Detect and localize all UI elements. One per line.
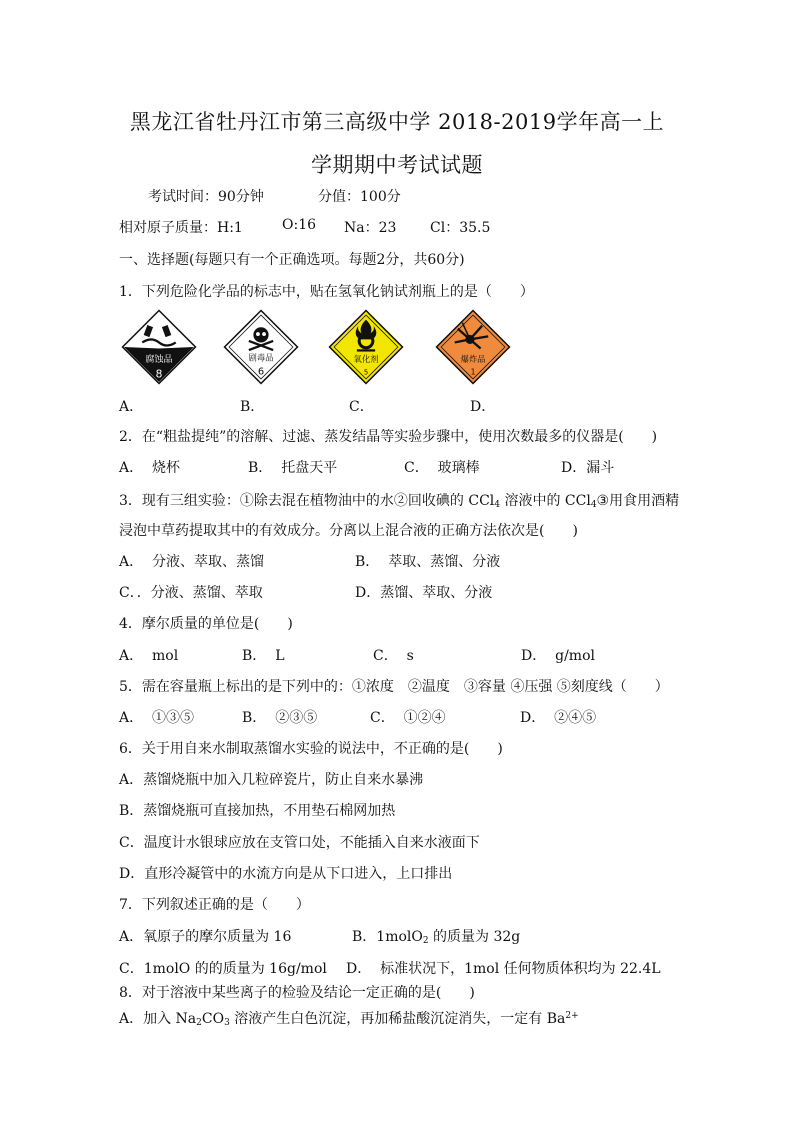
question-7-option-b: B．1molO$_2$ 的质量为 32g — [352, 929, 521, 946]
question-2-option-c: C． 玻璃棒 — [404, 460, 480, 476]
section-title: 一、选择题(每题只有一个正确选项。每题2分，共60分) — [119, 252, 465, 268]
question-2-option-a: A． 烧杯 — [119, 460, 181, 476]
question-5-option-d: D． ②④⑤ — [520, 710, 597, 726]
question-3-option-d: D．蒸馏、萃取、分液 — [355, 585, 493, 601]
question-4-stem: 4．摩尔质量的单位是( ) — [119, 616, 293, 632]
question-4-option-a: A． mol — [119, 648, 179, 664]
question-2-stem: 2．在“粗盐提纯”的溶解、过滤、蒸发结晶等实验步骤中，使用次数最多的仪器是( ) — [119, 429, 658, 445]
question-5-option-b: B． ②③⑤ — [242, 710, 318, 726]
question-7-option-d: D． 标准状况下，1mol 任何物质体积均为 22.4L — [346, 961, 661, 977]
question-1-option-b: B． — [240, 399, 265, 415]
atomic-mass-h: 相对原子质量：H:1 — [119, 220, 243, 236]
question-4-option-c: C． s — [373, 648, 414, 664]
question-7-stem: 7．下列叙述正确的是（ ） — [119, 897, 310, 913]
question-3-stem-line2: 浸泡中草药提取其中的有效成分。分离以上混合液的正确方法依次是( ) — [119, 523, 578, 539]
question-1-option-c: C． — [349, 399, 374, 415]
sign-label: 爆炸品 — [460, 354, 486, 365]
sign-explosive — [435, 309, 511, 385]
sign-corrosive — [121, 309, 197, 385]
question-2-option-d: D．漏斗 — [561, 460, 615, 476]
question-4-option-b: B． L — [242, 648, 285, 664]
exam-score: 分值：100分 — [318, 189, 401, 205]
document-title-line2: 学期期中考试试题 — [311, 153, 483, 177]
question-8-option-a: A．加入 $Na_2CO_3$ 溶液产生白色沉淀，再加稀盐酸沉淀消失，一定有 $Ba^{2+}$ — [119, 1011, 579, 1028]
sign-number: 1 — [470, 367, 476, 377]
question-4-option-d: D． g/mol — [521, 648, 595, 664]
question-1-option-a: A． — [119, 399, 144, 415]
sign-oxidizer — [328, 309, 404, 385]
question-6-option-d: D．直形冷凝管中的水流方向是从下口进入，上口排出 — [119, 866, 453, 882]
question-7-option-c: C．1molO 的的质量为 16g/mol — [119, 961, 327, 977]
atomic-mass-na: Na：23 — [344, 220, 397, 236]
sign-number: 8 — [155, 367, 163, 381]
sign-label: 氧化剂 — [353, 354, 379, 365]
sign-label: 剧毒品 — [248, 352, 274, 363]
question-3-option-a: A． 分液、萃取、蒸馏 — [119, 554, 265, 570]
question-3-stem-line1: 3．现有三组实验：①除去混在植物油中的水②回收碘的 CCl$_4$ 溶液中的 CCl$_4$③用食用酒精 — [119, 493, 680, 510]
sign-label: 腐蚀品 — [145, 355, 173, 366]
question-1-option-d: D． — [470, 399, 496, 415]
question-6-option-a: A．蒸馏烧瓶中加入几粒碎瓷片，防止自来水暴沸 — [119, 772, 424, 788]
question-2-option-b: B． 托盘天平 — [248, 460, 338, 476]
atomic-mass-cl: Cl：35.5 — [430, 220, 491, 236]
question-8-stem: 8．对于溶液中某些离子的检验及结论一定正确的是( ) — [119, 985, 475, 1001]
question-1-stem: 1．下列危险化学品的标志中，贴在氢氧化钠试剂瓶上的是（ ） — [119, 284, 534, 300]
question-3-option-b: B． 萃取、蒸馏、分液 — [355, 554, 501, 570]
question-5-stem: 5．需在容量瓶上标出的是下列中的：①浓度 ②温度 ③容量 ④压强 ⑤刻度线（ ） — [119, 679, 669, 695]
question-6-option-b: B．蒸馏烧瓶可直接加热，不用垫石棉网加热 — [119, 803, 396, 819]
sign-toxic — [223, 309, 299, 385]
question-6-option-c: C．温度计水银球应放在支管口处，不能插入自来水液面下 — [119, 835, 480, 851]
sign-number: 5 — [363, 368, 369, 377]
question-5-option-a: A． ①③⑤ — [119, 710, 195, 726]
exam-time: 考试时间：90分钟 — [148, 189, 264, 205]
document-title-line1: 黑龙江省牡丹江市第三高级中学 2018-2019学年高一上 — [129, 110, 665, 134]
question-7-option-a: A．氧原子的摩尔质量为 16 — [119, 929, 292, 945]
question-6-stem: 6．关于用自来水制取蒸馏水实验的说法中，不正确的是( ) — [119, 741, 503, 757]
atomic-mass-o: O:16 — [282, 217, 317, 233]
question-3-option-c: C．．分液、蒸馏、萃取 — [119, 585, 263, 601]
question-5-option-c: C． ①②④ — [370, 710, 446, 726]
sign-number: 6 — [257, 366, 265, 378]
